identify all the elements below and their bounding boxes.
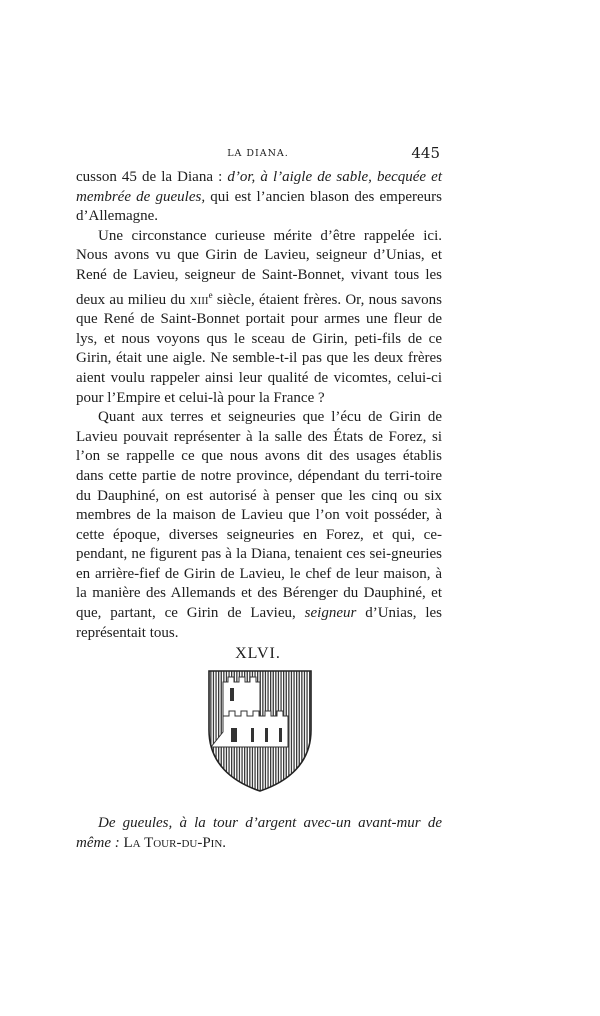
text-segment: cusson 45 de la Diana : xyxy=(76,169,228,185)
blazon-text xyxy=(76,814,442,853)
paragraph xyxy=(76,168,442,227)
text-segment: Quant aux terres et seigneuries que l’écu de Girin de Lavieu pouvait représenter à la salle des États de Forez, si l’on se rappelle ce que nous avons dit des usages établis dans cette partie de notre province, dépendant du terri-toire du Dauphiné, on est autorisé à penser que les cinq ou six membres de la maison de Lavieu que l’on voit posséder, à cette époque, diverses seigneuries en Forez, et qui, ce-pendant, ne figurent pas à la Diana, tenaient ces sei-gneuries en arrière-fief de Girin de Lavieu, le chef de leur maison, à la manière des Allemands et des Bérenger du Dauphiné, et que, partant, ce Girin de Lavieu, xyxy=(76,409,442,622)
page-number: 445 xyxy=(411,144,440,162)
body-text xyxy=(76,168,442,643)
text-segment: d’or, à l’aigle de sable, becquée et membrée de gueules, xyxy=(76,169,442,205)
tour-du-pin-coat-of-arms-icon xyxy=(205,668,315,794)
paragraph xyxy=(76,227,442,408)
running-head xyxy=(76,144,440,160)
text-segment: Une circonstance curieuse mérite d’être rappelée ici. Nous avons vu que Girin de Lavieu, seigneur d’Unias, et René de Lavieu, seigneur de Saint-Bonnet, vivant tous les deux au milieu du xyxy=(76,227,442,308)
text-segment: xiii xyxy=(189,291,209,308)
text-segment: d’Unias, les représentait tous. xyxy=(76,605,443,641)
running-title: LA DIANA. xyxy=(227,148,289,159)
section-number: XLVI. xyxy=(235,645,281,662)
text-segment: La Tour-du-Pin. xyxy=(123,834,227,851)
text-segment: siècle, étaient frères. Or, nous savons que René de Saint-Bonnet portait pour armes une fleur de lys, et nous voyons qus le sceau de Girin, peti-fils de ce Girin, était une aigle. Ne semble-t-il pas que les deux frères aient voulu rappeler ainsi leur qualité de vicomtes, celui-ci pour l’Empire et celui-là pour la France ? xyxy=(76,291,442,406)
text-segment: e xyxy=(208,289,213,300)
blazon xyxy=(76,814,442,853)
text-segment: De gueules, à la tour d’argent avec-un avant-mur de même : xyxy=(76,815,442,851)
text-segment: qui est l’ancien blason des empereurs d’Allemagne. xyxy=(76,188,442,225)
text-segment: seigneur xyxy=(304,605,357,622)
paragraph xyxy=(76,408,442,643)
